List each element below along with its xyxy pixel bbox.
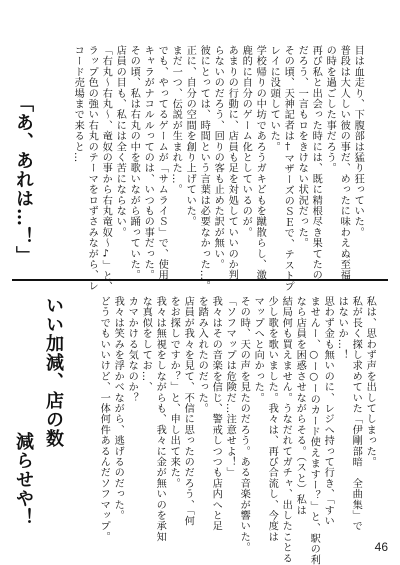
top-body-line: まだ一つ、伝説が生まれた…。 xyxy=(170,45,182,195)
bottom-body-line: 私が長く探し求めていた「伊剛部暗 全曲集」で xyxy=(350,296,362,532)
top-body-line: 正に、自分の空間を創り上げていた。 xyxy=(184,45,196,227)
top-body-line: だろう、一言もロをきけない状況だった。 xyxy=(296,45,308,249)
bottom-body-line: その時、天の声を見たのだろう。ある音楽が響いた。 xyxy=(238,296,250,553)
bottom-body-line: カマかける気なのか？ xyxy=(126,296,138,403)
bottom-body-line: 「ソフマップは危険だ…注意せよ！」 xyxy=(224,296,236,478)
bottom-headline: いい加減、店の数 xyxy=(43,296,64,448)
bottom-body-line: を踏み入れたのだった。 xyxy=(196,296,208,414)
top-body-line: 彼にとっては、時間という言葉は必要なかった…。 xyxy=(198,45,210,292)
bottom-body-line: 少し歌を歌いました。我々は、再び合流し、今度は xyxy=(266,296,278,543)
top-body-line: 鹿的に自分のゲーム化としているのが。 xyxy=(240,45,252,238)
top-body-line: その頃、天神記者は†マザーズのＳＥで、テストプ xyxy=(282,45,294,292)
bottom-body-line: な真似をしてお…、 xyxy=(140,296,152,393)
top-body-line: 学校帰りの中坊であろうガキどもを蹴散らし、激 xyxy=(254,45,266,281)
top-body-line: その頃、私は右丸の中を歌いながら踊っていた。 xyxy=(128,45,140,281)
bottom-body-line: ませんー、○ー○ーのカード使えますー？」と、駅の利 xyxy=(308,296,320,565)
top-exclamation: 「あ、あれは…！」 xyxy=(13,94,34,265)
top-body-line: 目は血走り、下腹部は猛り狂っていた。 xyxy=(352,45,364,238)
top-body-line: 店員の目も、私には全く苦にならない。 xyxy=(114,45,126,238)
top-body-line: キャラがナコルルってのは、いつもの事だった。 xyxy=(142,45,154,281)
section-divider xyxy=(12,279,388,281)
bottom-body-line: どうでもいいけど、一体何件あるんだソフマップ。 xyxy=(98,296,110,543)
top-body-line: 再び私と出会った時には、既に精根尽き果てたの xyxy=(310,45,322,281)
top-body-line: 普段は大人しい彼の事だ、めったに味わえぬ至福 xyxy=(338,45,350,281)
top-body-line: あまりの行動に、店員も足を対処していいのか判 xyxy=(226,45,238,281)
top-body-line: でも、やってるゲームが「サムライＳ」で、使用 xyxy=(156,45,168,281)
bottom-headline: 減らせや！ xyxy=(13,432,34,527)
top-body-line: ラップ色の強い右丸のテーマをロずさみながら、レ xyxy=(86,45,98,292)
top-body-line: コード売場まで来ると… xyxy=(72,45,84,163)
top-body-line: レイに没頭していた。 xyxy=(268,45,280,152)
bottom-body-line: 我々は無視をしながらも、我々に金が無いのを承知 xyxy=(154,296,166,543)
bottom-body-line: 我々はその音楽を信じ、警戒しつつも店内へと足 xyxy=(210,296,222,532)
bottom-body-line: 店員が我々を見て、不信に思ったのだろう、「何 xyxy=(182,296,194,527)
top-body-line: らないのだろう、回りの客も止めた訳が無い。 xyxy=(212,45,224,270)
bottom-body-line: をお探しですか？」と、申し出て来た。 xyxy=(168,296,180,489)
bottom-body-line: 思わず金も無いのに、レジへ持って行き、「すい xyxy=(322,296,334,527)
bottom-body-line: なら店員を困惑させながらそる。（スと）私は xyxy=(294,296,306,516)
top-body-line: 「右丸～右丸～、竜奴の事から右丸竜奴～♪」と、 xyxy=(100,45,112,292)
bottom-body-line: 結局何も買えません。うなだれてガチャ、出したことる xyxy=(280,296,292,564)
bottom-body-line: マップへと向かった。 xyxy=(252,296,264,403)
bottom-body-line: 我々は笑みを浮かべながら、逃げるのだった。 xyxy=(112,296,124,521)
top-body-line: の時を過ごした事だろう。 xyxy=(324,45,336,174)
page-number: 46 xyxy=(374,540,388,554)
bottom-body-line: 私は、思わず声を出してしまった。 xyxy=(364,296,376,468)
bottom-body-line: はないか…！ xyxy=(336,296,348,361)
